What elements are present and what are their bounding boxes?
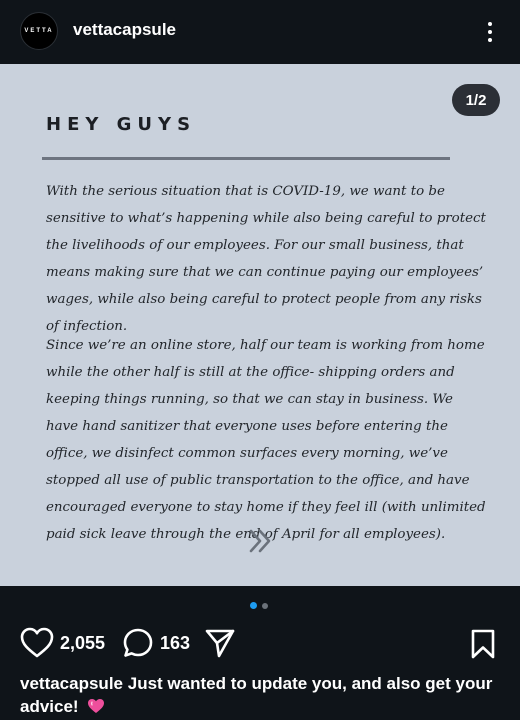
post-caption bbox=[20, 672, 500, 718]
comment-button[interactable] bbox=[122, 627, 190, 659]
comment-count: 163 bbox=[160, 632, 191, 653]
like-button[interactable] bbox=[20, 627, 105, 659]
double-chevron-right-icon[interactable] bbox=[245, 527, 275, 555]
share-button[interactable] bbox=[204, 627, 236, 659]
heart-icon bbox=[20, 627, 54, 659]
like-count: 2,055 bbox=[60, 632, 106, 653]
send-icon bbox=[204, 627, 236, 659]
caption-username[interactable]: vettacapsule bbox=[20, 674, 123, 693]
username-link[interactable]: vettacapsule bbox=[73, 20, 176, 39]
post-actions bbox=[0, 622, 520, 666]
avatar-logo-text: VETTA bbox=[24, 28, 54, 34]
carousel-dot[interactable] bbox=[262, 603, 268, 609]
avatar[interactable] bbox=[20, 12, 58, 50]
carousel-dot-active[interactable] bbox=[250, 602, 257, 609]
post-paragraph-2: Since we’re an online store, half our team is working from home while the other half is still at the office- shipping orders and keeping things running, so that we can stay in business. We have hand sanitizer that everyone uses before entering the office, we disinfect common surfaces every morning, we’ve stopped all use of public transportation to the office, and have encouraged everyone to stay home if they feel ill (with unlimited paid sick leave through the end of April for all employees). bbox=[46, 338, 486, 542]
save-button[interactable] bbox=[470, 628, 496, 660]
caption-text: Just wanted to update you, and also get your advice! bbox=[20, 674, 493, 716]
more-options-icon[interactable] bbox=[480, 18, 500, 46]
comment-icon bbox=[122, 627, 154, 659]
carousel-indicator bbox=[250, 602, 270, 610]
slide-counter: 1/2 bbox=[452, 84, 500, 116]
post-paragraph-1: With the serious situation that is COVID-19, we want to be sensitive to what’s happening while also being careful to protect the livelihoods of our employees. For our small business, that means making sure that we can continue paying our employees’ wages, while also being careful to protect people from any risks of infection. bbox=[46, 184, 486, 334]
post-header bbox=[0, 0, 520, 64]
pink-heart-emoji-icon bbox=[87, 697, 105, 713]
bookmark-icon bbox=[470, 628, 496, 660]
title-divider bbox=[42, 157, 450, 160]
post-title: HEY GUYS bbox=[46, 114, 197, 135]
